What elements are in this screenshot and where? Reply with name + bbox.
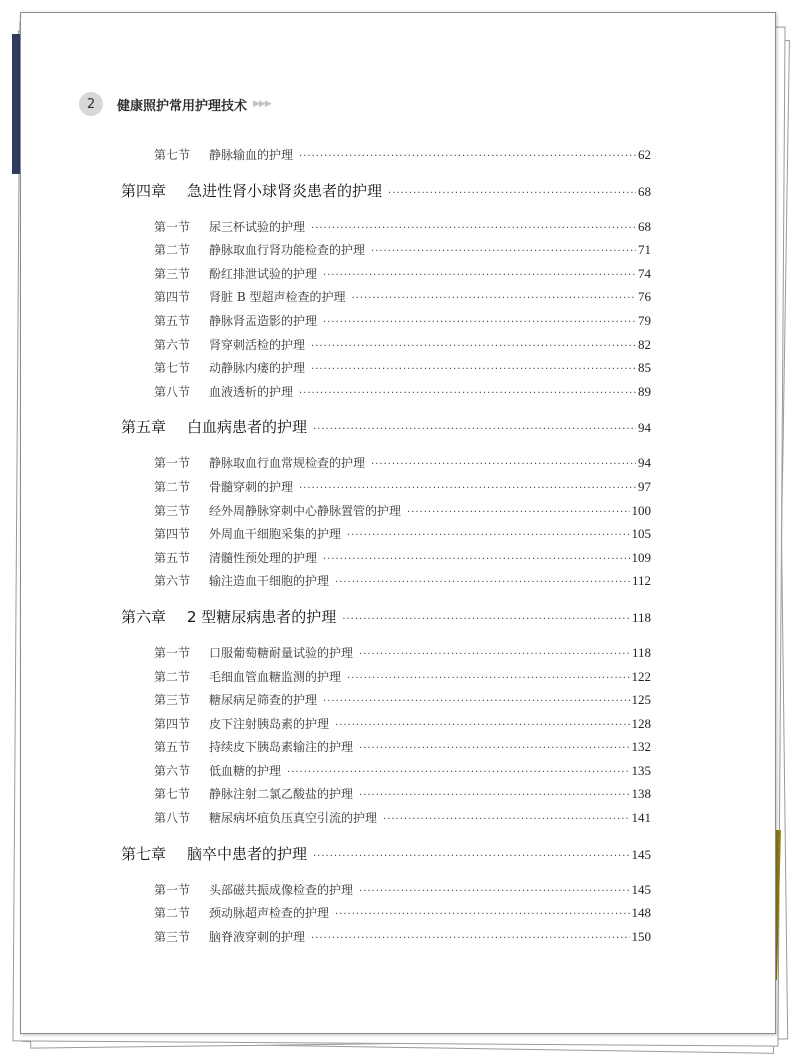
section-title: 糖尿病足筛查的护理 — [209, 693, 318, 708]
page-reference: 135 — [631, 762, 651, 778]
section-label: 第四节 — [154, 290, 191, 305]
section-label: 第二节 — [154, 906, 191, 921]
dot-leader — [323, 311, 636, 335]
toc-section-entry[interactable] — [121, 262, 651, 286]
dot-leader — [359, 880, 629, 904]
page-reference: 68 — [638, 183, 651, 199]
section-title: 静脉肾盂造影的护理 — [209, 313, 318, 328]
dot-leader — [342, 602, 630, 638]
section-label: 第五节 — [154, 313, 191, 328]
dot-leader — [347, 524, 629, 548]
toc-section-entry[interactable] — [121, 735, 651, 759]
section-title: 头部磁共振成像检查的护理 — [209, 882, 354, 897]
toc-section-entry[interactable] — [121, 901, 651, 925]
section-title: 脑脊液穿刺的护理 — [209, 929, 306, 944]
page-reference: 138 — [631, 786, 651, 802]
dot-leader — [371, 240, 636, 264]
section-title: 血液透析的护理 — [209, 384, 294, 399]
page-number-badge: 2 — [79, 92, 103, 116]
section-title: 低血糖的护理 — [209, 763, 282, 778]
toc-section-entry[interactable] — [121, 665, 651, 689]
page-reference: 145 — [631, 846, 651, 862]
dot-leader — [299, 382, 636, 406]
section-label: 第七节 — [154, 148, 191, 162]
dot-leader — [335, 903, 629, 927]
page-reference: 76 — [638, 289, 651, 305]
section-label: 第二节 — [154, 669, 191, 684]
dot-leader — [359, 784, 629, 808]
section-label: 第一节 — [154, 645, 191, 660]
section-title: 颈动脉超声检查的护理 — [209, 906, 330, 921]
section-title: 输注造血干细胞的护理 — [209, 574, 330, 589]
section-title: 动静脉内瘘的护理 — [209, 361, 306, 376]
toc-section-entry[interactable] — [121, 499, 651, 523]
page-reference: 97 — [638, 478, 651, 494]
page-reference: 145 — [631, 881, 651, 897]
section-title: 酚红排泄试验的护理 — [209, 266, 318, 281]
dot-leader — [323, 548, 629, 572]
dot-leader — [311, 358, 636, 382]
section-label: 第六节 — [154, 337, 191, 352]
chapter-label: 第四章 — [121, 181, 167, 200]
section-title: 肾脏 B 型超声检查的护理 — [209, 290, 346, 305]
dot-leader — [299, 477, 636, 501]
section-title: 静脉取血行血常规检查的护理 — [209, 456, 366, 471]
section-label: 第一节 — [154, 219, 191, 234]
dot-leader — [311, 217, 636, 241]
page-reference: 122 — [631, 668, 651, 684]
toc-chapter-entry[interactable] — [121, 836, 651, 872]
page-reference: 68 — [638, 218, 651, 234]
section-title: 静脉注射二氯乙酸盐的护理 — [209, 787, 354, 802]
chapter-title: 脑卒中患者的护理 — [187, 844, 308, 863]
chapter-title: 白血病患者的护理 — [187, 418, 308, 437]
page-reference: 109 — [631, 549, 651, 565]
page-reference: 82 — [638, 336, 651, 352]
toc-section-entry[interactable] — [121, 380, 651, 404]
section-label: 第三节 — [154, 503, 191, 518]
chapter-label: 第六章 — [121, 607, 167, 626]
section-title: 清髓性预处理的护理 — [209, 550, 318, 565]
page-reference: 112 — [631, 573, 651, 589]
toc-section-entry[interactable] — [121, 356, 651, 380]
dot-leader — [359, 737, 629, 761]
section-title: 皮下注射胰岛素的护理 — [209, 716, 330, 731]
dot-leader — [311, 927, 629, 951]
section-title: 骨髓穿刺的护理 — [209, 479, 294, 494]
section-title: 肾穿刺活检的护理 — [209, 337, 306, 352]
arrow-decoration-icon: ▶▶▶ — [253, 99, 271, 109]
section-title: 口服葡萄糖耐量试验的护理 — [209, 645, 354, 660]
toc-section-entry[interactable] — [121, 759, 651, 783]
section-title: 糖尿病坏疽负压真空引流的护理 — [209, 811, 378, 826]
book-page — [20, 12, 776, 1034]
page-reference: 118 — [631, 644, 651, 660]
section-label: 第四节 — [154, 716, 191, 731]
toc-section-entry[interactable] — [121, 712, 651, 736]
section-label: 第七节 — [154, 361, 191, 376]
toc-section-entry[interactable] — [121, 569, 651, 593]
toc-section-entry[interactable] — [121, 238, 651, 262]
toc-section-entry[interactable] — [121, 215, 651, 239]
dot-leader — [407, 501, 629, 525]
section-title: 外周血干细胞采集的护理 — [209, 527, 342, 542]
toc-section-entry[interactable] — [121, 143, 651, 167]
page-reference: 100 — [631, 502, 651, 518]
book-title: 健康照护常用护理技术 — [117, 98, 248, 114]
page-reference: 71 — [638, 242, 651, 258]
section-label: 第六节 — [154, 574, 191, 589]
section-label: 第一节 — [154, 456, 191, 471]
toc-section-entry[interactable] — [121, 451, 651, 475]
dot-leader — [323, 264, 636, 288]
chapter-title: 2 型糖尿病患者的护理 — [187, 607, 337, 626]
toc-section-entry[interactable] — [121, 475, 651, 499]
dot-leader — [323, 690, 629, 714]
page-reference: 79 — [638, 312, 651, 328]
chapter-label: 第五章 — [121, 418, 167, 437]
toc-section-entry[interactable] — [121, 782, 651, 806]
section-label: 第七节 — [154, 787, 191, 802]
dot-leader — [351, 287, 636, 311]
section-label: 第五节 — [154, 550, 191, 565]
section-label: 第四节 — [154, 527, 191, 542]
page-reference: 62 — [638, 147, 651, 162]
section-label: 第三节 — [154, 929, 191, 944]
section-label: 第二节 — [154, 243, 191, 258]
book-cover-edge — [12, 34, 20, 174]
page-reference: 105 — [631, 526, 651, 542]
dot-leader — [388, 176, 636, 212]
toc-chapter-entry[interactable] — [121, 173, 651, 209]
toc-section-entry[interactable] — [121, 309, 651, 333]
dot-leader — [299, 145, 636, 169]
section-label: 第六节 — [154, 763, 191, 778]
dot-leader — [359, 643, 630, 667]
section-title: 尿三杯试验的护理 — [209, 219, 306, 234]
toc-section-entry[interactable] — [121, 688, 651, 712]
toc-chapter-entry[interactable] — [121, 409, 651, 445]
section-label: 第二节 — [154, 479, 191, 494]
page-reference: 89 — [638, 383, 651, 399]
page-reference: 128 — [631, 715, 651, 731]
section-label: 第三节 — [154, 266, 191, 281]
page-reference: 94 — [638, 420, 651, 436]
page-reference: 150 — [631, 928, 651, 944]
page-reference: 148 — [631, 905, 651, 921]
section-title: 静脉取血行肾功能检查的护理 — [209, 243, 366, 258]
dot-leader — [287, 761, 629, 785]
toc-section-entry[interactable] — [121, 641, 651, 665]
page-reference: 85 — [638, 360, 651, 376]
dot-leader — [335, 571, 630, 595]
dot-leader — [371, 453, 636, 477]
toc-section-entry[interactable] — [121, 522, 651, 546]
dot-leader — [335, 714, 629, 738]
section-label: 第三节 — [154, 693, 191, 708]
toc-section-entry[interactable] — [121, 878, 651, 902]
running-header — [79, 91, 271, 117]
dot-leader — [311, 335, 636, 359]
page-reference: 118 — [631, 609, 651, 625]
page-reference: 132 — [631, 739, 651, 755]
section-title: 毛细血管血糖监测的护理 — [209, 669, 342, 684]
section-label: 第八节 — [154, 811, 191, 826]
toc-chapter-entry[interactable] — [121, 599, 651, 635]
page-reference: 141 — [631, 810, 651, 826]
chapter-label: 第七章 — [121, 844, 167, 863]
toc-section-entry[interactable] — [121, 546, 651, 570]
toc-section-entry[interactable] — [121, 285, 651, 309]
page-reference: 125 — [631, 692, 651, 708]
table-of-contents — [121, 143, 651, 948]
page-reference: 94 — [638, 455, 651, 471]
section-label: 第五节 — [154, 740, 191, 755]
section-title: 经外周静脉穿刺中心静脉置管的护理 — [209, 503, 402, 518]
page-reference: 74 — [638, 265, 651, 281]
toc-section-entry[interactable] — [121, 333, 651, 357]
toc-section-entry[interactable] — [121, 806, 651, 830]
dot-leader — [313, 412, 636, 448]
section-label: 第一节 — [154, 882, 191, 897]
dot-leader — [313, 839, 629, 875]
toc-section-entry[interactable] — [121, 925, 651, 949]
dot-leader — [383, 808, 629, 832]
section-label: 第八节 — [154, 384, 191, 399]
section-title: 静脉输血的护理 — [209, 148, 294, 162]
section-title: 持续皮下胰岛素输注的护理 — [209, 740, 354, 755]
dot-leader — [347, 667, 629, 691]
chapter-title: 急进性肾小球肾炎患者的护理 — [187, 181, 383, 200]
